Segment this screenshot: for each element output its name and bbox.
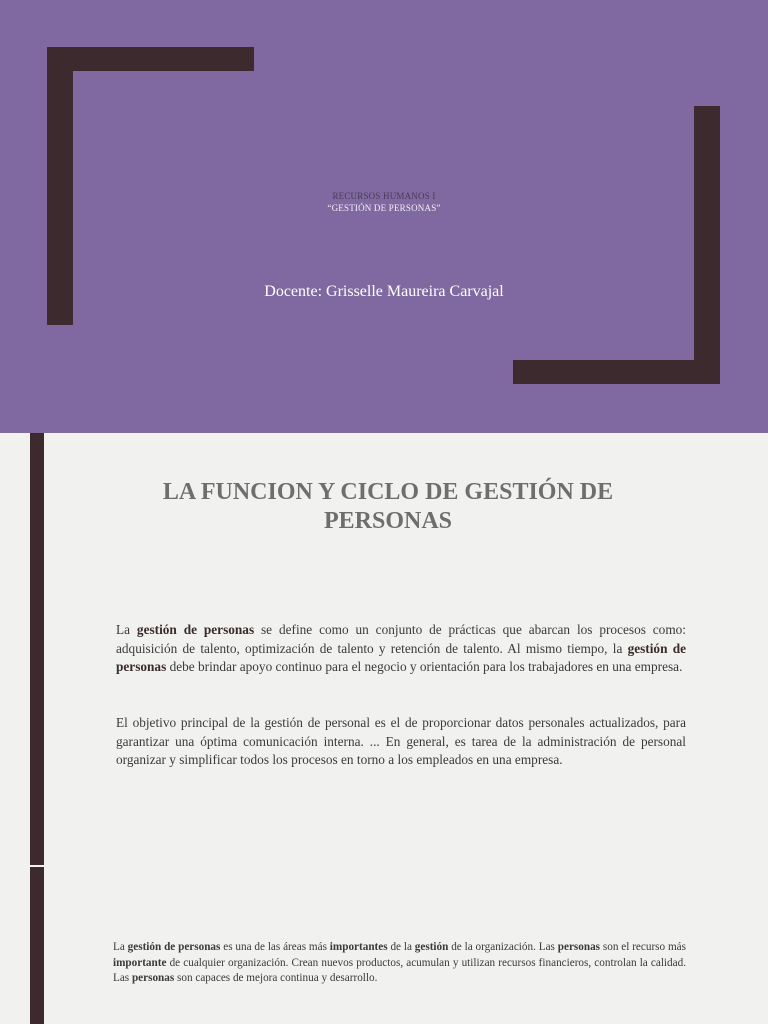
frame-top-left-horizontal bbox=[47, 47, 254, 71]
p3-text-1: La bbox=[113, 941, 128, 953]
paragraph-1 bbox=[116, 621, 686, 677]
p3-text-5: son el recurso más bbox=[600, 941, 686, 953]
course-subtitle: “GESTIÓN DE PERSONAS” bbox=[327, 203, 441, 213]
teacher-name: Docente: Grisselle Maureira Carvajal bbox=[264, 283, 504, 300]
p1-bold-2: gestión de personas bbox=[116, 640, 686, 674]
paragraph-3 bbox=[113, 940, 686, 987]
p1-text-1: La bbox=[116, 622, 137, 637]
left-accent-bar-lower bbox=[30, 867, 44, 1024]
p3-bold-6: personas bbox=[131, 972, 175, 984]
p3-text-7: son capaces de mejora continua y desarrollo. bbox=[174, 972, 378, 984]
p3-text-3: de la bbox=[387, 941, 415, 953]
p3-bold-2: importantes bbox=[329, 941, 388, 953]
p3-text-4: de la organización. Las bbox=[448, 941, 558, 953]
p3-bold-1: gestión de personas bbox=[127, 941, 221, 953]
p3-bold-5: importante bbox=[113, 956, 167, 969]
p1-text-3: debe brindar apoyo continuo para el negocio y orientación para los trabajadores en una empresa. bbox=[166, 659, 683, 674]
p3-text-6: de cualquier organización. Crean nuevos productos, acumulan y utilizan recursos financieros, controlan la calidad. Las bbox=[113, 956, 686, 984]
title-line-2: PERSONAS bbox=[323, 508, 453, 534]
frame-bottom-right-vertical bbox=[694, 106, 720, 384]
page-title bbox=[90, 478, 686, 536]
p1-bold-1: gestión de personas bbox=[136, 622, 255, 637]
p3-bold-3: gestión bbox=[414, 941, 449, 953]
p3-bold-4: personas bbox=[557, 941, 601, 953]
title-slide bbox=[0, 0, 768, 433]
p3-text-2: es una de las áreas más bbox=[220, 941, 330, 953]
frame-bottom-right-horizontal bbox=[513, 360, 720, 384]
course-name: RECURSOS HUMANOS I bbox=[332, 191, 436, 201]
p1-text-2: se define como un conjunto de prácticas que abarcan los procesos como: adquisición de talento, optimización de talento y retención de talento. Al mismo tiempo, la bbox=[116, 622, 687, 656]
title-line-1: LA FUNCION Y CICLO DE GESTIÓN DE bbox=[162, 479, 614, 505]
paragraph-2: El objetivo principal de la gestión de personal es el de proporcionar datos personales actualizados, para garantizar una óptima comunicación interna. ... En general, es tarea de la administración de personal organizar y simplificar todos los procesos en torno a los empleados en una empresa. bbox=[116, 715, 686, 767]
left-accent-bar-upper bbox=[30, 433, 44, 865]
